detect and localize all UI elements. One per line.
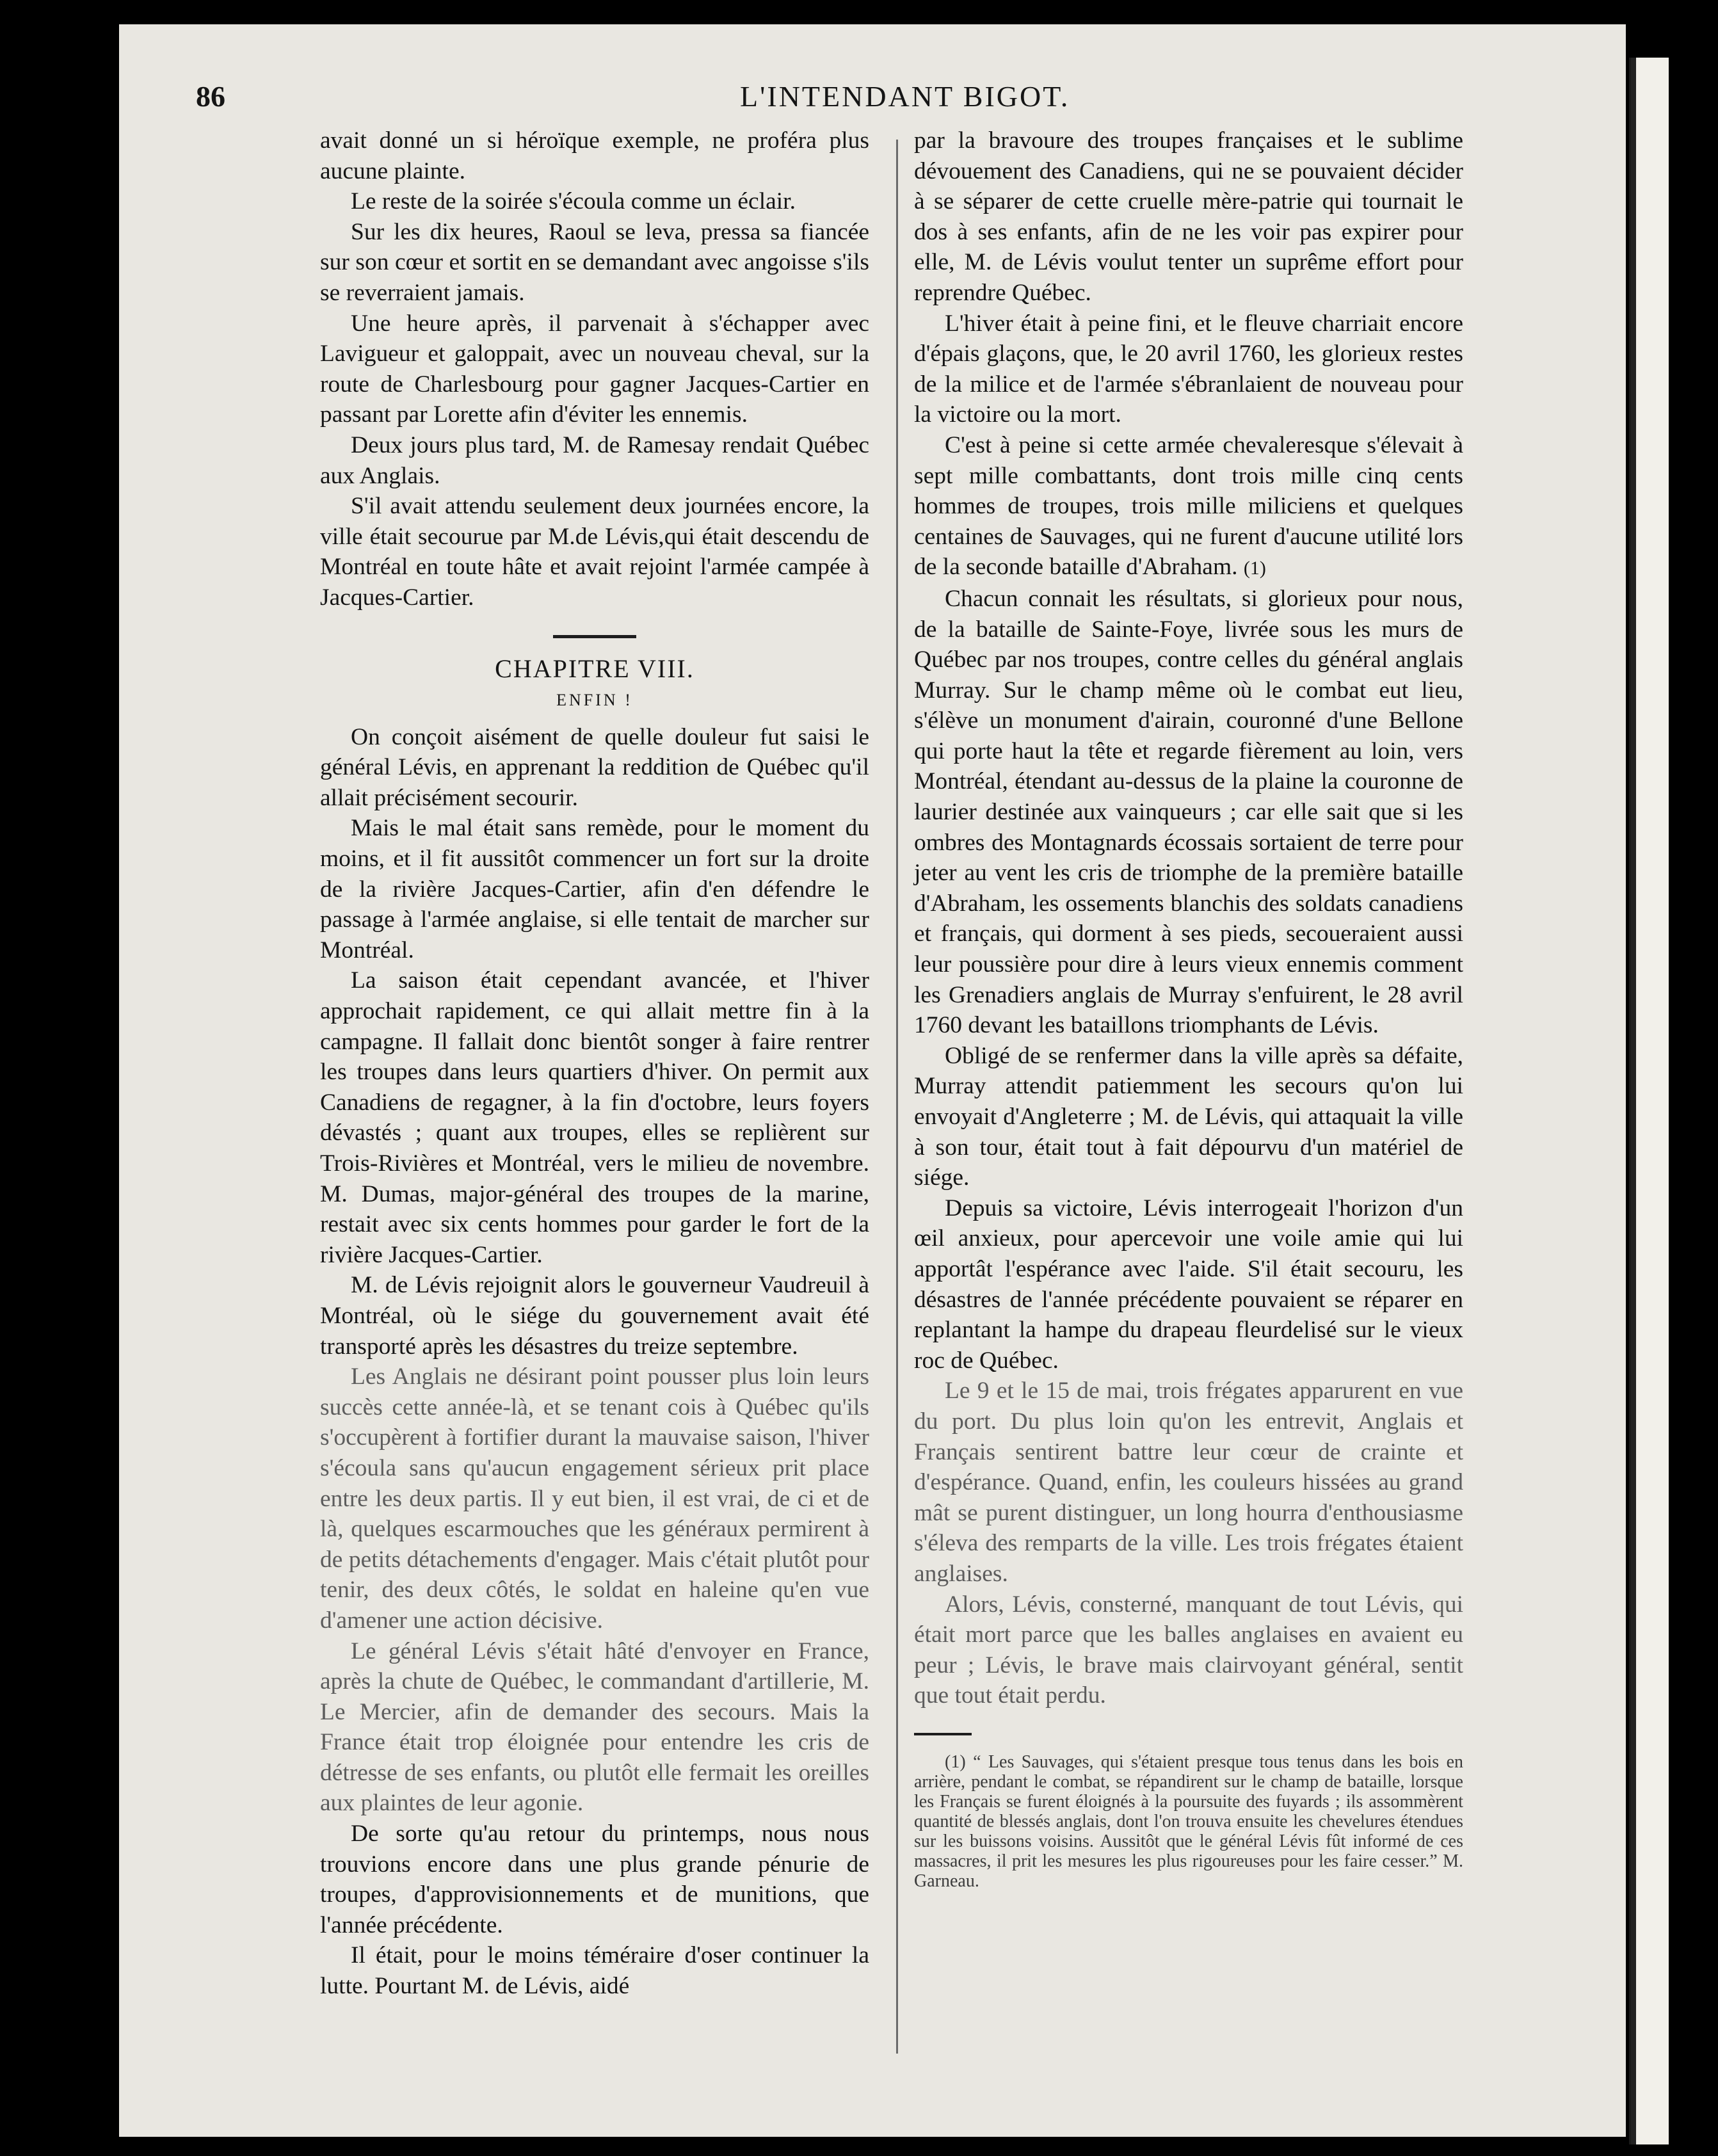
paragraph: Alors, Lévis, consterné, manquant de tout Lévis, qui était mort parce que les balles anglaises en avaient eu peur ; Lévis, le brave mais clairvoyant général, sentit que tout était perdu. xyxy=(914,1591,1463,1709)
paragraph: Sur les dix heures, Raoul se leva, pressa sa fiancée sur son cœur et sortit en se demandant avec angoisse s'ils se reverraient jamais. xyxy=(320,218,869,306)
paragraph: On conçoit aisément de quelle douleur fut saisi le général Lévis, en apprenant la reddition de Québec qu'il allait précisément secourir. xyxy=(320,723,869,811)
paragraph xyxy=(914,430,1463,584)
chapter-title: CHAPITRE VIII. xyxy=(495,654,694,683)
chapter-divider xyxy=(553,635,636,638)
left-column xyxy=(320,125,869,2002)
paragraph: Le reste de la soirée s'écoula comme un éclair. xyxy=(351,188,796,215)
paragraph: Le 9 et le 15 de mai, trois frégates apparurent en vue du port. Du plus loin qu'on les entrevit, Anglais et Français sentirent battre leur cœur de crainte et d'espérance. Quand, enfin, les couleurs hissées au grand mât se purent distinguer, un long hourra d'enthousiasme s'éleva des remparts de la ville. Les trois frégates étaient anglaises. xyxy=(914,1378,1463,1587)
running-title: L'INTENDANT BIGOT. xyxy=(740,80,1070,113)
column-rule xyxy=(896,140,898,2054)
paragraph: La saison était cependant avancée, et l'hiver approchait rapidement, ce qui allait mettre fin à la campagne. Il fallait donc bientôt songer à faire rentrer les troupes dans leurs quartiers d'hiver. On permit aux Canadiens de regagner, à la fin d'octobre, leurs foyers dévastés ; quant aux troupes, elles se replièrent sur Trois-Rivières et Montréal, vers le milieu de novembre. M. Dumas, major-général des troupes de la marine, restait avec six cents hommes pour garder le fort de la rivière Jacques-Cartier. xyxy=(320,967,869,1268)
paragraph: Les Anglais ne désirant point pousser plus loin leurs succès cette année-là, et se tenant cois à Québec qu'ils s'occupèrent à fortifier durant la mauvaise saison, l'hiver s'écoula sans qu'aucun engagement sérieux prit place entre les deux partis. Il y eut bien, il est vrai, de ci et de là, quelques escarmouches que les généraux permirent à de petits détachements d'engager. Mais c'était plutôt pour tenir, des deux côtés, le soldat en haleine qu'en vue d'amener une action décisive. xyxy=(320,1364,869,1634)
paragraph: L'hiver était à peine fini, et le fleuve charriait encore d'épais glaçons, que, le 20 avril 1760, les glorieux restes de la milice et de l'armée s'ébranlaient de nouveau pour la victoire ou la mort. xyxy=(914,310,1463,428)
footnote-divider xyxy=(914,1733,972,1735)
footnote: (1) “ Les Sauvages, qui s'étaient presque tous tenus dans les bois en arrière, pendant le combat, se répandirent sur le champ de bataille, lorsque les Français se furent éloignés à la poursuite des fuyards ; ils assommèrent quantité de blessés anglais, dont l'on trouva ensuite les chevelures étendues sur les buissons voisins. Aussitôt que le général Lévis fût informé de ces massacres, il prit les mesures les plus rigoureuses pour les faire cesser.” M. Garneau. xyxy=(914,1751,1463,1891)
footnote-reference: (1) xyxy=(1243,558,1266,579)
paragraph: par la bravoure des troupes françaises et le sublime dévouement des Canadiens, qui ne se pouvaient décider à se séparer de cette cruelle mère-patrie qui tournait le dos à ses enfants, afin de ne les voir pas expirer pour elle, M. de Lévis voulut tenter un suprême effort pour reprendre Québec. xyxy=(914,127,1463,306)
chapter-subtitle: ENFIN ! xyxy=(556,691,633,710)
paragraph: Mais le mal était sans remède, pour le moment du moins, et il fit aussitôt commencer un fort sur la droite de la rivière Jacques-Cartier, afin d'en défendre le passage à l'armée anglaise, si elle tentait de marcher sur Montréal. xyxy=(320,815,869,963)
paragraph: Chacun connait les résultats, si glorieux pour nous, de la bataille de Sainte-Foye, livrée sous les murs de Québec par nos troupes, contre celles du général anglais Murray. Sur le champ même où le combat eut lieu, s'élève un monument d'airain, couronné d'une Bellone qui porte haut la tête et regarde fièrement au loin, vers Montréal, étendant au-dessus de la plaine la couronne de laurier destinée aux vainqueurs ; car elle sait que si les ombres des Montagnards écossais sortaient de terre pour jeter au vent les cris de triomphe de la première bataille d'Abraham, les ossements blanchis des soldats canadiens et français, qui dorment à ses pieds, secoueraient aussi leur poussière pour dire à leurs vieux ennemis comment les Grenadiers anglais de Murray s'enfuirent, le 28 avril 1760 devant les bataillons triomphants de Lévis. xyxy=(914,585,1463,1039)
paragraph: De sorte qu'au retour du printemps, nous nous trouvions encore dans une plus grande pénurie de troupes, d'approvisionnements et de munitions, que l'année précédente. xyxy=(320,1821,869,1938)
paragraph: Deux jours plus tard, M. de Ramesay rendait Québec aux Anglais. xyxy=(320,431,869,489)
paragraph: Depuis sa victoire, Lévis interrogeait l'horizon d'un œil anxieux, pour apercevoir une voile amie qui lui apportât l'espérance avec l'aide. S'il était secouru, les désastres de l'année précédente pouvaient se réparer en replantant la hampe du drapeau fleurdelisé sur le vieux roc de Québec. xyxy=(914,1195,1463,1374)
paragraph-text: C'est à peine si cette armée chevaleresque s'élevait à sept mille combattants, dont trois mille cinq cents hommes de troupes, trois mille miliciens et quelques centaines de Sauvages, qui ne furent d'aucune utilité lors de la seconde bataille d'Abraham. xyxy=(914,431,1463,581)
page-header xyxy=(196,76,1460,122)
right-column xyxy=(914,125,1463,1891)
book-spine-shadow xyxy=(1631,58,1636,2144)
paragraph: avait donné un si héroïque exemple, ne proféra plus aucune plainte. xyxy=(320,127,869,184)
page-number: 86 xyxy=(196,80,225,113)
paragraph: Obligé de se renfermer dans la ville après sa défaite, Murray attendit patiemment les secours qu'on lui envoyait d'Angleterre ; M. de Lévis, qui attaquait la ville à son tour, était tout à fait dépourvu d'un matériel de siége. xyxy=(914,1042,1463,1191)
paragraph: Le général Lévis s'était hâté d'envoyer en France, après la chute de Québec, le commandant d'artillerie, M. Le Mercier, afin de demander des secours. Mais la France était trop éloignée pour entendre les cris de détresse de ses enfants, ou plutôt elle fermait les oreilles aux plaintes de leur agonie. xyxy=(320,1637,869,1817)
paragraph: M. de Lévis rejoignit alors le gouverneur Vaudreuil à Montréal, où le siége du gouvernement avait été transporté après les désastres du treize septembre. xyxy=(320,1272,869,1360)
paragraph: Il était, pour le moins téméraire d'oser continuer la lutte. Pourtant M. de Lévis, aidé xyxy=(320,1942,869,2000)
paragraph: S'il avait attendu seulement deux journées encore, la ville était secourue par M.de Lévis,qui était descendu de Montréal en toute hâte et avait rejoint l'armée campée à Jacques-Cartier. xyxy=(320,493,869,611)
paragraph: Une heure après, il parvenait à s'échapper avec Lavigueur et galoppait, avec un nouveau cheval, sur la route de Charlesbourg pour gagner Jacques-Cartier en passant par Lorette afin d'éviter les ennemis. xyxy=(320,310,869,428)
